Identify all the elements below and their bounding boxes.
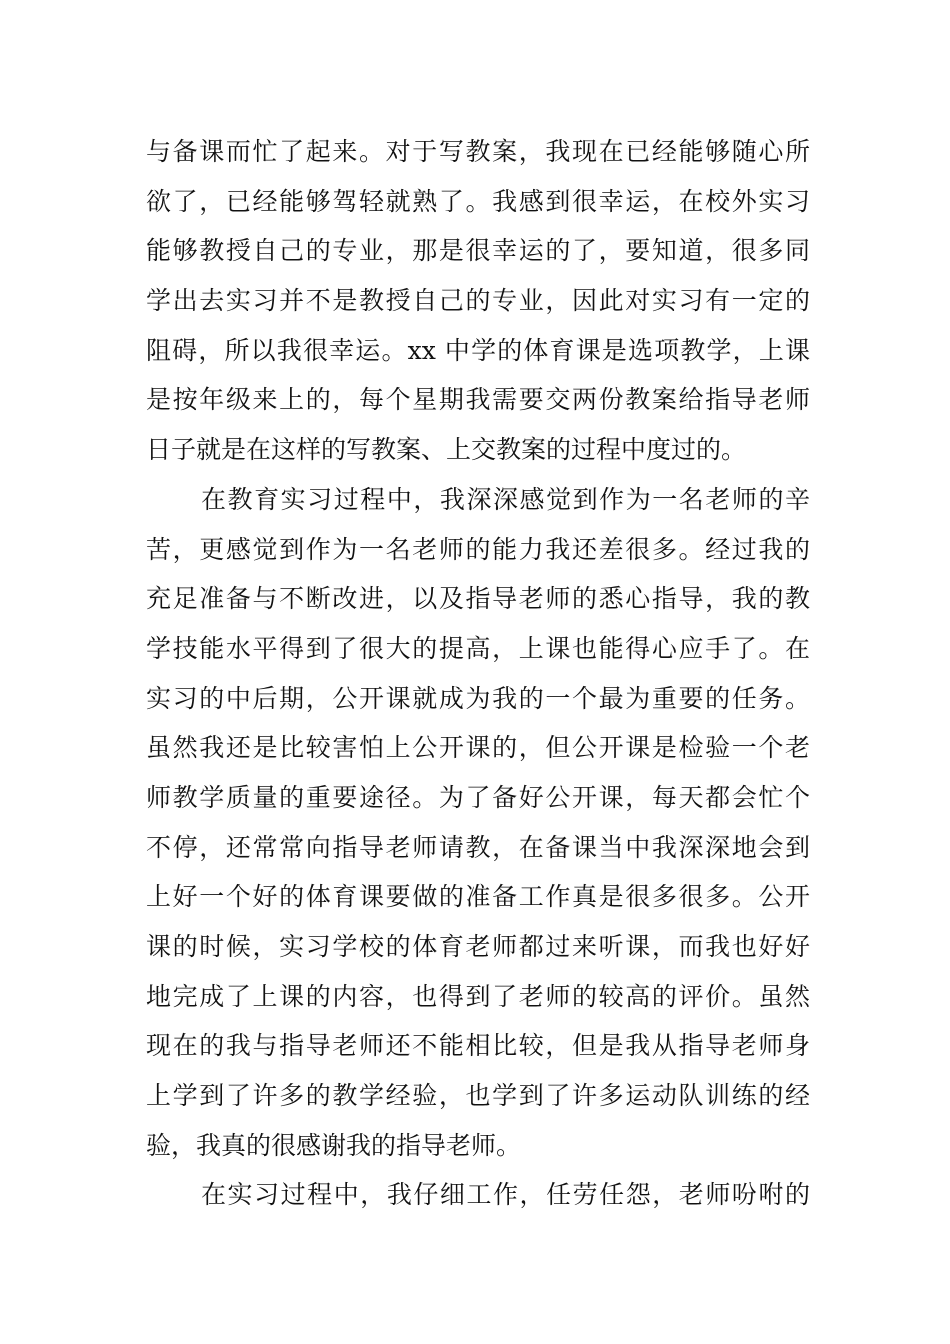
text-line: 日子就是在这样的写教案、上交教案的过程中度过的。 [146,435,747,465]
text-line: 苦，更感觉到作为一名老师的能力我还差很多。经过我的 [146,534,810,564]
text-line: 能够教授自己的专业，那是很幸运的了，要知道，很多同 [146,236,810,266]
text-line: 阻碍，所以我很幸运。xx 中学的体育课是选项教学，上课 [146,335,810,365]
text-line: 现在的我与指导老师还不能相比较，但是我从指导老师身 [146,1031,810,1061]
text-line: 不停，还常常向指导老师请教，在备课当中我深深地会到 [146,832,810,862]
text-line: 实习的中后期，公开课就成为我的一个最为重要的任务。 [146,683,810,713]
text-line: 充足准备与不断改进，以及指导老师的悉心指导，我的教 [146,584,810,614]
text-line: 欲了，已经能够驾轻就熟了。我感到很幸运，在校外实习 [146,186,810,216]
text-line: 师教学质量的重要途径。为了备好公开课，每天都会忙个 [146,782,810,812]
text-line: 课的时候，实习学校的体育老师都过来听课，而我也好好 [146,932,810,961]
text-line: 地完成了上课的内容，也得到了老师的较高的评价。虽然 [146,981,810,1011]
text-line: 虽然我还是比较害怕上公开课的，但公开课是检验一个老 [146,733,810,763]
text-line: 与备课而忙了起来。对于写教案，我现在已经能够随心所 [146,137,810,166]
body-text [146,127,810,1220]
paragraph-start-line: 在实习过程中，我仔细工作，任劳任怨，老师吩咐的 [201,1180,810,1210]
text-line: 验，我真的很感谢我的指导老师。 [146,1130,522,1160]
text-line: 学出去实习并不是教授自己的专业，因此对实习有一定的 [146,286,810,316]
text-line: 上学到了许多的教学经验，也学到了许多运动队训练的经 [146,1081,810,1111]
text-line: 是按年级来上的，每个星期我需要交两份教案给指导老师 [146,385,810,415]
paragraph-start-line: 在教育实习过程中，我深深感觉到作为一名老师的辛 [201,484,810,514]
text-line: 上好一个好的体育课要做的准备工作真是很多很多。公开 [146,882,810,912]
text-line: 学技能水平得到了很大的提高，上课也能得心应手了。在 [146,633,810,663]
